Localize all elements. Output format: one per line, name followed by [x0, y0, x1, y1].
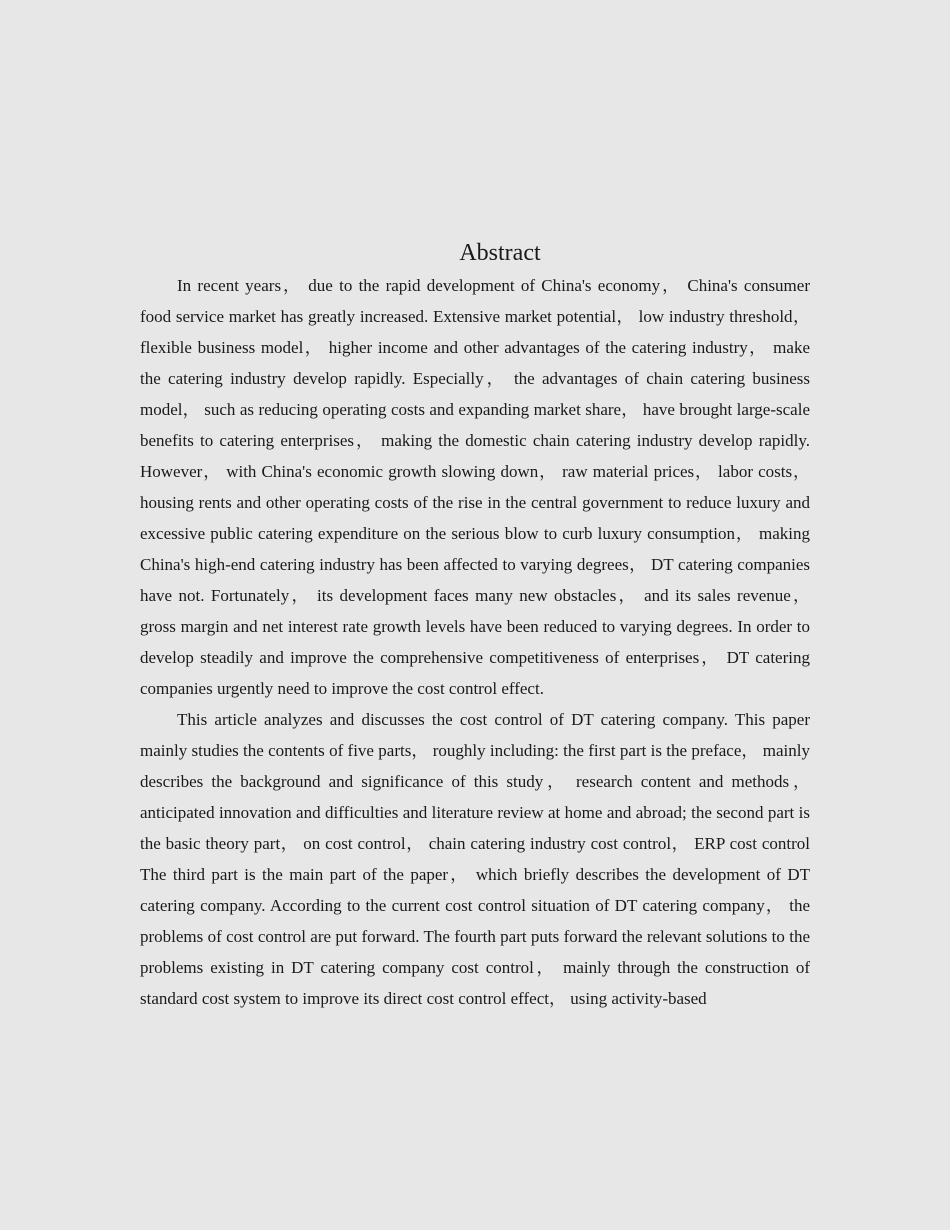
abstract-paragraph-1: In recent years， due to the rapid development of China's economy， China's consumer food service market has greatly increased. Extensive market potential， low industry threshold， flexible business model， higher income and other advantages of the catering industry， make the catering industry develop rapidly. Especially， the advantages of chain catering business model， such as reducing operating costs and expanding market share， have brought large-scale benefits to catering enterprises， making the domestic chain catering industry develop rapidly. However， with China's economic growth slowing down， raw material prices， labor costs， housing rents and other operating costs of the rise in the central government to reduce luxury and excessive public catering expenditure on the serious blow to curb luxury consumption， making China's high-end catering industry has been affected to varying degrees， DT catering companies have not. Fortunately， its development faces many new obstacles， and its sales revenue， gross margin and net interest rate growth levels have been reduced to varying degrees. In order to develop steadily and improve the comprehensive competitiveness of enterprises， DT catering companies urgently need to improve the cost control effect.	[140, 276, 810, 698]
abstract-title: Abstract	[459, 240, 541, 266]
abstract-section	[140, 236, 810, 1014]
abstract-paragraph-2: This article analyzes and discusses the cost control of DT catering company. This paper mainly studies the contents of five parts， roughly including: the first part is the preface， mainly describes the background and significance of this study， research content and methods， anticipated innovation and difficulties and literature review at home and abroad; the second part is the basic theory part， on cost control， chain catering industry cost control， ERP cost control The third part is the main part of the paper， which briefly describes the development of DT catering company. According to the current cost control situation of DT catering company， the problems of cost control are put forward. The fourth part puts forward the relevant solutions to the problems existing in DT catering company cost control， mainly through the construction of standard cost system to improve its direct cost control effect， using activity-based	[140, 710, 810, 1008]
